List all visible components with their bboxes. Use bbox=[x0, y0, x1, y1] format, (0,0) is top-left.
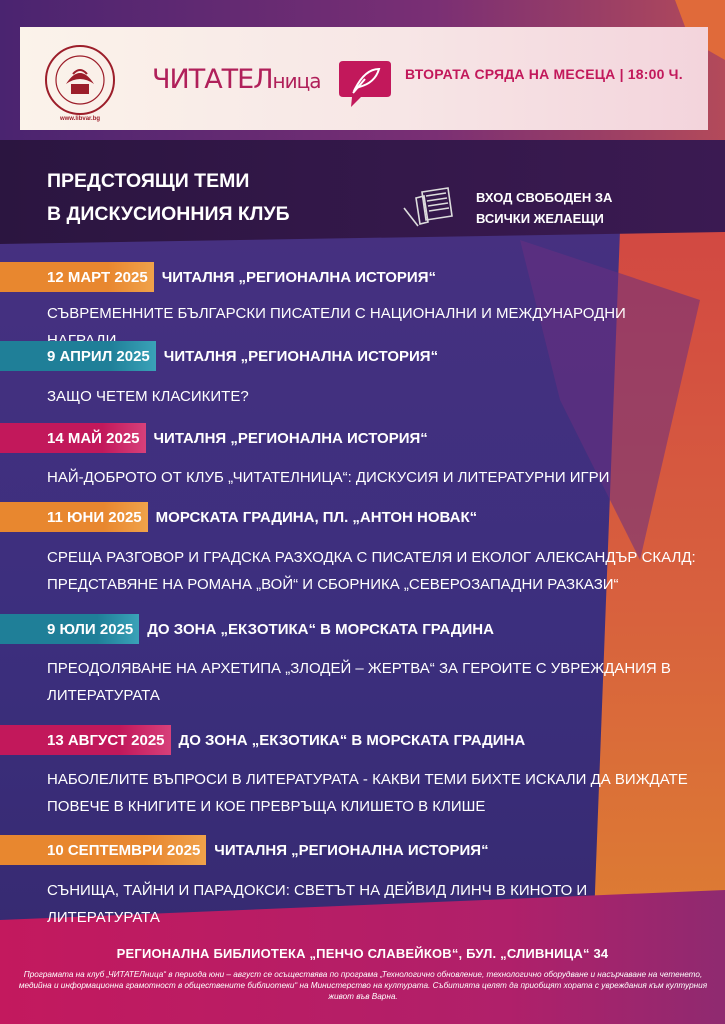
event-date: 10 СЕПТЕМВРИ 2025 bbox=[0, 835, 206, 865]
club-brand bbox=[152, 64, 320, 95]
page-title bbox=[47, 165, 290, 231]
free-entry-note bbox=[476, 187, 612, 229]
event-description: СЪНИЩА, ТАЙНИ И ПАРАДОКСИ: СВЕТЪТ НА ДЕЙВИД ЛИНЧ В КИНОТО И ЛИТЕРАТУРАТА bbox=[47, 882, 588, 926]
event-date: 14 МАЙ 2025 bbox=[0, 423, 146, 453]
event-header bbox=[0, 262, 436, 292]
title-line-2: В ДИСКУСИОННИЯ КЛУБ bbox=[47, 203, 290, 225]
event-venue: ЧИТАЛНЯ „РЕГИОНАЛНА ИСТОРИЯ“ bbox=[163, 347, 439, 365]
event-date: 11 ЮНИ 2025 bbox=[0, 502, 148, 532]
event-venue: МОРСКАТА ГРАДИНА, ПЛ. „АНТОН НОВАК“ bbox=[155, 508, 478, 526]
meeting-schedule: ВТОРАТА СРЯДА НА МЕСЕЦА | 18:00 Ч. bbox=[405, 66, 683, 82]
event-venue: ЧИТАЛНЯ „РЕГИОНАЛНА ИСТОРИЯ“ bbox=[161, 268, 436, 286]
event-header bbox=[0, 614, 494, 644]
event-description: СРЕЩА РАЗГОВОР И ГРАДСКА РАЗХОДКА С ПИСАТЕЛЯ И ЕКОЛОГ АЛЕКСАНДЪР СКАЛД: ПРЕДСТАВЯНЕ НА РОМАНА „ВОЙ“ И СБОРНИКА „СЕВЕРОЗАПАДНИ РАЗКАЗИ“ bbox=[47, 549, 696, 593]
books-pen-icon bbox=[402, 186, 464, 228]
chat-quill-icon bbox=[335, 57, 395, 111]
event-venue: ЧИТАЛНЯ „РЕГИОНАЛНА ИСТОРИЯ“ bbox=[214, 841, 489, 859]
event-description: НАБОЛЕЛИТЕ ВЪПРОСИ В ЛИТЕРАТУРАТА - КАКВИ ТЕМИ БИХТЕ ИСКАЛИ ДА ВИЖДАТЕ ПОВЕЧЕ В КНИГИТЕ И КОЕ ПРЕВРЪЩА КЛИШЕТО В КЛИШЕ bbox=[47, 771, 688, 815]
brand-suffix: ница bbox=[272, 69, 321, 93]
event-venue: ДО ЗОНА „ЕКЗОТИКА“ В МОРСКАТА ГРАДИНА bbox=[178, 731, 526, 749]
event-date: 12 МАРТ 2025 bbox=[0, 262, 154, 292]
brand-main: ЧИТАТЕЛ bbox=[152, 64, 273, 95]
library-seal-logo bbox=[44, 44, 116, 116]
entry-line-1: ВХОД СВОБОДЕН ЗА bbox=[476, 190, 613, 205]
event-date: 9 ЮЛИ 2025 bbox=[0, 614, 139, 644]
event-description: ЗАЩО ЧЕТЕМ КЛАСИКИТЕ? bbox=[47, 388, 249, 405]
event-date: 13 АВГУСТ 2025 bbox=[0, 725, 171, 755]
event-header bbox=[0, 423, 428, 453]
event-header bbox=[0, 835, 489, 865]
event-description: СЪВРЕМЕННИТЕ БЪЛГАРСКИ ПИСАТЕЛИ С НАЦИОНАЛНИ И МЕЖДУНАРОДНИ bbox=[47, 305, 626, 322]
event-header bbox=[0, 502, 477, 532]
library-url[interactable]: www.libvar.bg bbox=[59, 116, 101, 122]
event-venue: ДО ЗОНА „ЕКЗОТИКА“ В МОРСКАТА ГРАДИНА bbox=[147, 620, 494, 638]
event-date: 9 АПРИЛ 2025 bbox=[0, 341, 156, 371]
event-description: НАЙ-ДОБРОТО ОТ КЛУБ „ЧИТАТЕЛНИЦА“: ДИСКУСИЯ И ЛИТЕРАТУРНИ ИГРИ bbox=[47, 469, 610, 486]
event-description: ПРЕОДОЛЯВАНЕ НА АРХЕТИПА „ЗЛОДЕЙ – ЖЕРТВА“ ЗА ГЕРОИТЕ С УВРЕЖДАНИЯ В ЛИТЕРАТУРАТА bbox=[47, 660, 671, 704]
title-line-1: ПРЕДСТОЯЩИ ТЕМИ bbox=[47, 170, 250, 192]
event-venue: ЧИТАЛНЯ „РЕГИОНАЛНА ИСТОРИЯ“ bbox=[153, 429, 428, 447]
event-header bbox=[0, 341, 438, 371]
library-address: РЕГИОНАЛНА БИБЛИОТЕКА „ПЕНЧО СЛАВЕЙКОВ“, БУЛ. „СЛИВНИЦА“ 34 bbox=[116, 946, 609, 961]
funding-note: Програмата на клуб „ЧИТАТЕЛница“ в периода юни – август се осъществява по програма „Технологично обновление, технологично оборудване и насърчаване на четенето, медийна и информационна грамотност в обществените библиотеки“ на Министерство на културата. Събитията целят да приобщят хората с увреждания към културния живот във Варна. bbox=[18, 970, 708, 1001]
event-header bbox=[0, 725, 525, 755]
entry-line-2: ВСИЧКИ ЖЕЛАЕЩИ bbox=[476, 211, 604, 226]
